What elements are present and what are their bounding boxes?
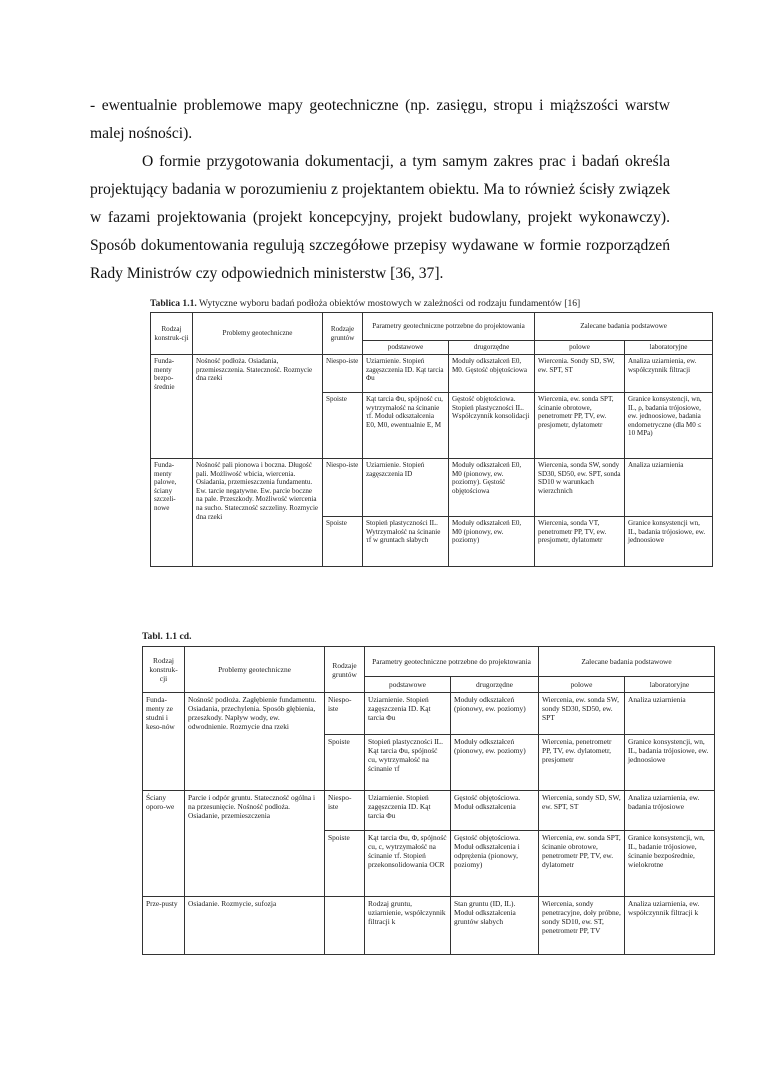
cell-field: Wiercenia, penetrometr PP, TV, ew. dylatometr, presjometr [539,735,625,791]
header-recommended: Zalecane badania podstawowe [535,313,713,341]
header-problems: Problemy geotechniczne [193,313,323,355]
table-1-1-continued [142,646,715,955]
table-row [151,459,713,517]
cell-field: Wiercenia, sondy SD, SW, ew. SPT, ST [539,791,625,831]
header-field: polowe [539,677,625,693]
table-row [151,355,713,393]
table-row [143,693,715,735]
cell-lab: Granice konsystencji, wn, IL, badania trójosiowe, ew. jednoosiowe [625,735,715,791]
cell-basic: Uziarnienie. Stopień zagęszczenia ID. Kąt tarcia Φu [363,355,449,393]
cell-secondary: Gęstość objętościowa. Moduł odkształcenia i odprężenia (pionowy, poziomy) [451,831,539,897]
header-basic: podstawowe [363,341,449,355]
cell-soil: Niespo-iste [323,355,363,393]
table1-caption-text: Wytyczne wyboru badań podłoża obiektów mostowych w zależności od rodzaju fundamentów [16] [196,298,581,309]
cell-basic: Uziarnienie. Stopień zagęszczenia ID. Kąt tarcia Φu [365,791,451,831]
cell-basic: Kąt tarcia Φu, Φ, spójność cu, c, wytrzymałość na ścinanie τf. Stopień przekonsolidowania OCR [365,831,451,897]
cell-lab: Analiza uziarnienia [625,693,715,735]
cell-soil [325,897,365,955]
cell-basic: Stopień plastyczności IL. Kąt tarcia Φu, spójność cu, wytrzymałość na ścinanie τf [365,735,451,791]
cell-lab: Granice konsystencji, wn, IL, badanie trójosiowe, ścinanie bezpośrednie, wielokrotne [625,831,715,897]
cell-problems: Parcie i odpór gruntu. Stateczność ogólna i na przesunięcie. Nośność podłoża. Osiadanie, przemieszczenia [185,791,325,897]
cell-lab: Analiza uziarnienia [625,459,713,517]
cell-soil: Spoiste [325,831,365,897]
header-parameters: Parametry geotechniczne potrzebne do projektowania [363,313,535,341]
header-secondary: drugorzędne [449,341,535,355]
cell-soil: Niespo-iste [325,791,365,831]
table1-caption-label: Tablica 1.1. [150,298,197,309]
cell-secondary: Stan gruntu (ID, IL). Moduł odkształcenia gruntów słabych [451,897,539,955]
cell-secondary: Moduły odkształceń E0, M0 (pionowy, ew. poziomy) [449,517,535,567]
cell-lab: Analiza uziarnienia, ew. współczynnik filtracji [625,355,713,393]
cell-basic: Uziarnienie. Stopień zagęszczenia ID. Kąt tarcia Φu [365,693,451,735]
cell-lab: Granice konsystencji wn, IL, badania trójosiowe, ew. jednoosiowe [625,517,713,567]
cell-lab: Analiza uziarnienia, ew. badania trójosiowe [625,791,715,831]
header-secondary: drugorzędne [451,677,539,693]
cell-basic: Stopień plastyczności IL. Wytrzymałość na ścinanie τf w gruntach słabych [363,517,449,567]
cell-field: Wiercenia, ew. sonda SW, sondy SD30, SD50, ew. SPT [539,693,625,735]
header-lab: laboratoryjne [625,677,715,693]
header-construction: Rodzaj konstruk-cji [151,313,193,355]
cell-secondary: Gęstość objętościowa. Moduł odkształcenia [451,791,539,831]
cell-problems: Nośność podłoża. Zagłębienie fundamentu. Osiadania, przechylenia. Sposób głębienia, przeszkody. Napływ wody, ew. odwodnienie. Rozmycie dna rzeki [185,693,325,791]
cell-field: Wiercenia. Sondy SD, SW, ew. SPT, ST [535,355,625,393]
cell-secondary: Moduły odkształceń (pionowy, ew. poziomy) [451,735,539,791]
header-field: polowe [535,341,625,355]
cell-problems: Osiadanie. Rozmycie, sufozja [185,897,325,955]
cell-soil: Niespo-iste [323,459,363,517]
cell-field: Wiercenia, sonda SW, sondy SD30, SD50, ew. SPT, sonda SD10 w warunkach wierzchnich [535,459,625,517]
cell-soil: Spoiste [325,735,365,791]
header-basic: podstawowe [365,677,451,693]
cell-construction: Funda-menty bezpo-średnie [151,355,193,459]
table-1-1 [150,312,713,567]
cell-secondary: Gęstość objętościowa. Stopień plastyczności IL. Współczynnik konsolidacji [449,393,535,459]
cell-construction: Funda-menty palowe, ściany szczeli-nowe [151,459,193,567]
header-construction: Rodzaj konstruk-cji [143,647,185,693]
cell-problems: Nośność podłoża. Osiadania, przemieszczenia. Stateczność. Rozmycie dna rzeki [193,355,323,459]
cell-soil: Spoiste [323,517,363,567]
cell-basic: Kąt tarcia Φu, spójność cu, wytrzymałość na ścinanie τf. Moduł odkształcenia E0, M0, ewentualnie E, M [363,393,449,459]
cell-secondary: Moduły odkształceń E0, M0 (pionowy, ew. poziomy). Gęstość objętościowa [449,459,535,517]
cell-field: Wiercenia, sondy penetracyjne, doły próbne, sondy SD10, ew. ST, penetrometr PP, TV [539,897,625,955]
cell-soil: Niespo-iste [325,693,365,735]
header-problems: Problemy geotechniczne [185,647,325,693]
header-lab: laboratoryjne [625,341,713,355]
header-parameters: Parametry geotechniczne potrzebne do projektowania [365,647,539,677]
cell-field: Wiercenia, sonda VT, penetrometr PP, TV, ew. presjometr, dylatometr [535,517,625,567]
cell-basic: Rodzaj gruntu, uziarnienie, współczynnik filtracji k [365,897,451,955]
cell-problems: Nośność pali pionowa i boczna. Długość pali. Możliwość wbicia, wiercenia. Osiadania, przemieszczenia fundamentu. Ew. tarcie negatywne. Ew. parcie boczne na pale. Przeszkody. Możliwość wiercenia na sucho. Stateczność szczeliny. Rozmycie dna rzeki [193,459,323,567]
cell-construction: Funda-menty ze studni i keso-nów [143,693,185,791]
cell-lab: Analiza uziarnienia, ew. współczynnik filtracji k [625,897,715,955]
cell-basic: Uziarnienie. Stopień zagęszczenia ID [363,459,449,517]
table-row [143,791,715,831]
table-row [143,897,715,955]
table1-caption [150,298,580,309]
cell-field: Wiercenia, ew. sonda SPT, ścinanie obrotowe, penetrometr PP, TV, ew. presjometr, dylatometr [535,393,625,459]
cell-secondary: Moduły odkształceń (pionowy, ew. poziomy) [451,693,539,735]
header-recommended: Zalecane badania podstawowe [539,647,715,677]
table2-caption: Tabl. 1.1 cd. [142,631,192,642]
cell-construction: Ściany oporo-we [143,791,185,897]
cell-lab: Granice konsystencji, wn, IL, ρ, badania trójosiowe, ew. jednoosiowe, badania endometryczne (dla M0 ≤ 10 MPa) [625,393,713,459]
header-soils: Rodzaje gruntów [325,647,365,693]
paragraph-documentation: O formie przygotowania dokumentacji, a tym samym zakres prac i badań określa projektujący badania w porozumieniu z projektantem obiektu. Ma to również ścisły związek w fazami projektowania (projekt koncepcyjny, projekt budowlany, projekt wykonawczy). Sposób dokumentowania regulują szczegółowe przepisy wydawane w formie rozporządzeń Rady Ministrów czy odpowiednich ministerstw [36, 37]. [90,153,670,282]
cell-field: Wiercenia, ew. sonda SPT, ścinanie obrotowe, penetrometr PP, TV, ew. dylatometr [539,831,625,897]
cell-secondary: Moduły odkształceń E0, M0. Gęstość objętościowa [449,355,535,393]
cell-construction: Prze-pusty [143,897,185,955]
header-soils: Rodzaje gruntów [323,313,363,355]
cell-soil: Spoiste [323,393,363,459]
paragraph-continuation: - ewentualnie problemowe mapy geotechniczne (np. zasięgu, stropu i miąższości warstw malej nośności). [90,97,670,142]
